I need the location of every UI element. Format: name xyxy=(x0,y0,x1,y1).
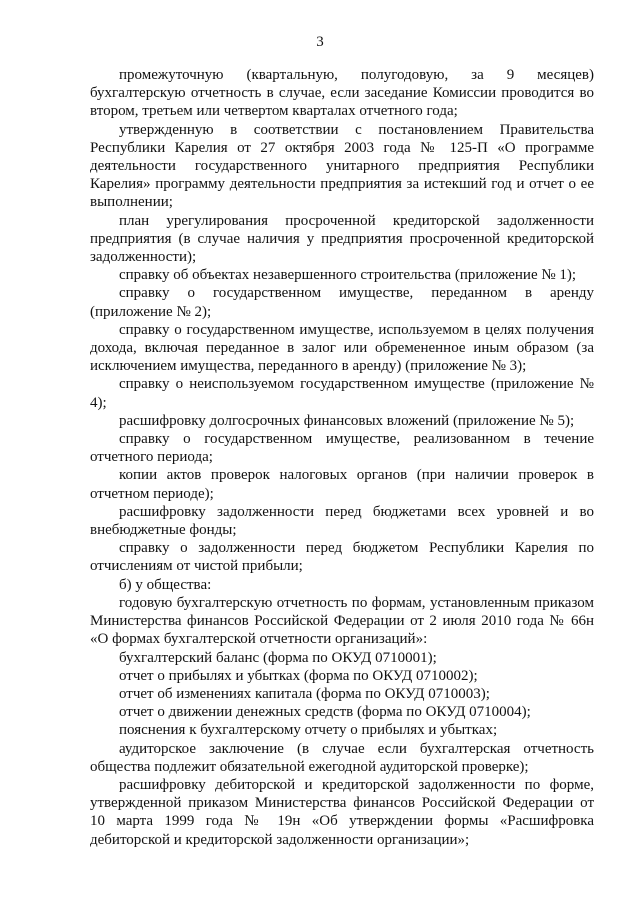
paragraph-auditor-opinion: аудиторское заключение (в случае если бухгалтерская отчетность общества подлежит обязательной ежегодной аудиторской проверке); xyxy=(90,740,594,775)
paragraph-interim-reporting: промежуточную (квартальную, полугодовую, за 9 месяцев) бухгалтерскую отчетность в случае, если заседание Комиссии проводится во втором, третьем или четвертом кварталах отчетного года; xyxy=(90,67,594,120)
paragraph-capital-changes: отчет об изменениях капитала (форма по ОКУД 0710003); xyxy=(119,685,490,702)
paragraph-activity-program: утвержденную в соответствии с постановлением Правительства Республики Карелия от 27 октября 2003 года № 125-П «О программе деятельности государственного унитарного предприятия Республики Карелия» программу деятельности предприятия за истекший год и отчет о ее выполнении; xyxy=(90,121,594,211)
document-body xyxy=(90,66,594,849)
paragraph-profit-deductions: справку о задолженности перед бюджетом Республики Карелия по отчислениям от чистой прибыли; xyxy=(90,540,594,575)
paragraph-cash-flow: отчет о движении денежных средств (форма по ОКУД 0710004); xyxy=(119,704,531,721)
paragraph-leased-property: справку о государственном имуществе, переданном в аренду (приложение № 2); xyxy=(90,285,594,320)
paragraph-receivables-payables: расшифровку дебиторской и кредиторской задолженности по форме, утвержденной приказом Министерства финансов Российской Федерации от 10 марта 1999 года № 19н «Об утверждении формы «Расшифровка дебиторской и кредиторской задолженности организации»; xyxy=(90,776,594,848)
paragraph-annual-reporting: годовую бухгалтерскую отчетность по формам, установленным приказом Министерства финансов Российской Федерации от 2 июля 2010 года № 66н «О формах бухгалтерской отчетности организаций»: xyxy=(90,594,594,648)
paragraph-unused-property: справку о неиспользуемом государственном имуществе (приложение № 4); xyxy=(90,376,594,411)
paragraph-balance-sheet: бухгалтерский баланс (форма по ОКУД 0710001); xyxy=(119,649,437,666)
paragraph-sold-property: справку о государственном имуществе, реализованном в течение отчетного периода; xyxy=(90,431,594,466)
paragraph-long-term-investments: расшифровку долгосрочных финансовых вложений (приложение № 5); xyxy=(119,412,575,429)
paragraph-income-property: справку о государственном имуществе, используемом в целях получения дохода, включая переданное в залог или обремененное иным образом (за исключением имущества, переданного в аренду) (приложение № 3); xyxy=(90,321,594,375)
paragraph-tax-audit-copies: копии актов проверок налоговых органов (при наличии проверок в отчетном периоде); xyxy=(90,467,594,502)
paragraph-profit-loss: отчет о прибылях и убытках (форма по ОКУД 0710002); xyxy=(119,667,478,684)
paragraph-debt-settlement-plan: план урегулирования просроченной кредиторской задолженности предприятия (в случае наличия у предприятия просроченной кредиторской задолженности); xyxy=(90,212,594,266)
paragraph-section-b-heading: б) у общества: xyxy=(119,576,212,593)
paragraph-unfinished-construction: справку об объектах незавершенного строительства (приложение № 1); xyxy=(119,267,577,284)
paragraph-budget-debt: расшифровку задолженности перед бюджетами всех уровней и во внебюджетные фонды; xyxy=(90,503,594,539)
paragraph-explanations: пояснения к бухгалтерскому отчету о прибылях и убытках; xyxy=(119,722,498,739)
page-number: 3 xyxy=(316,34,324,50)
